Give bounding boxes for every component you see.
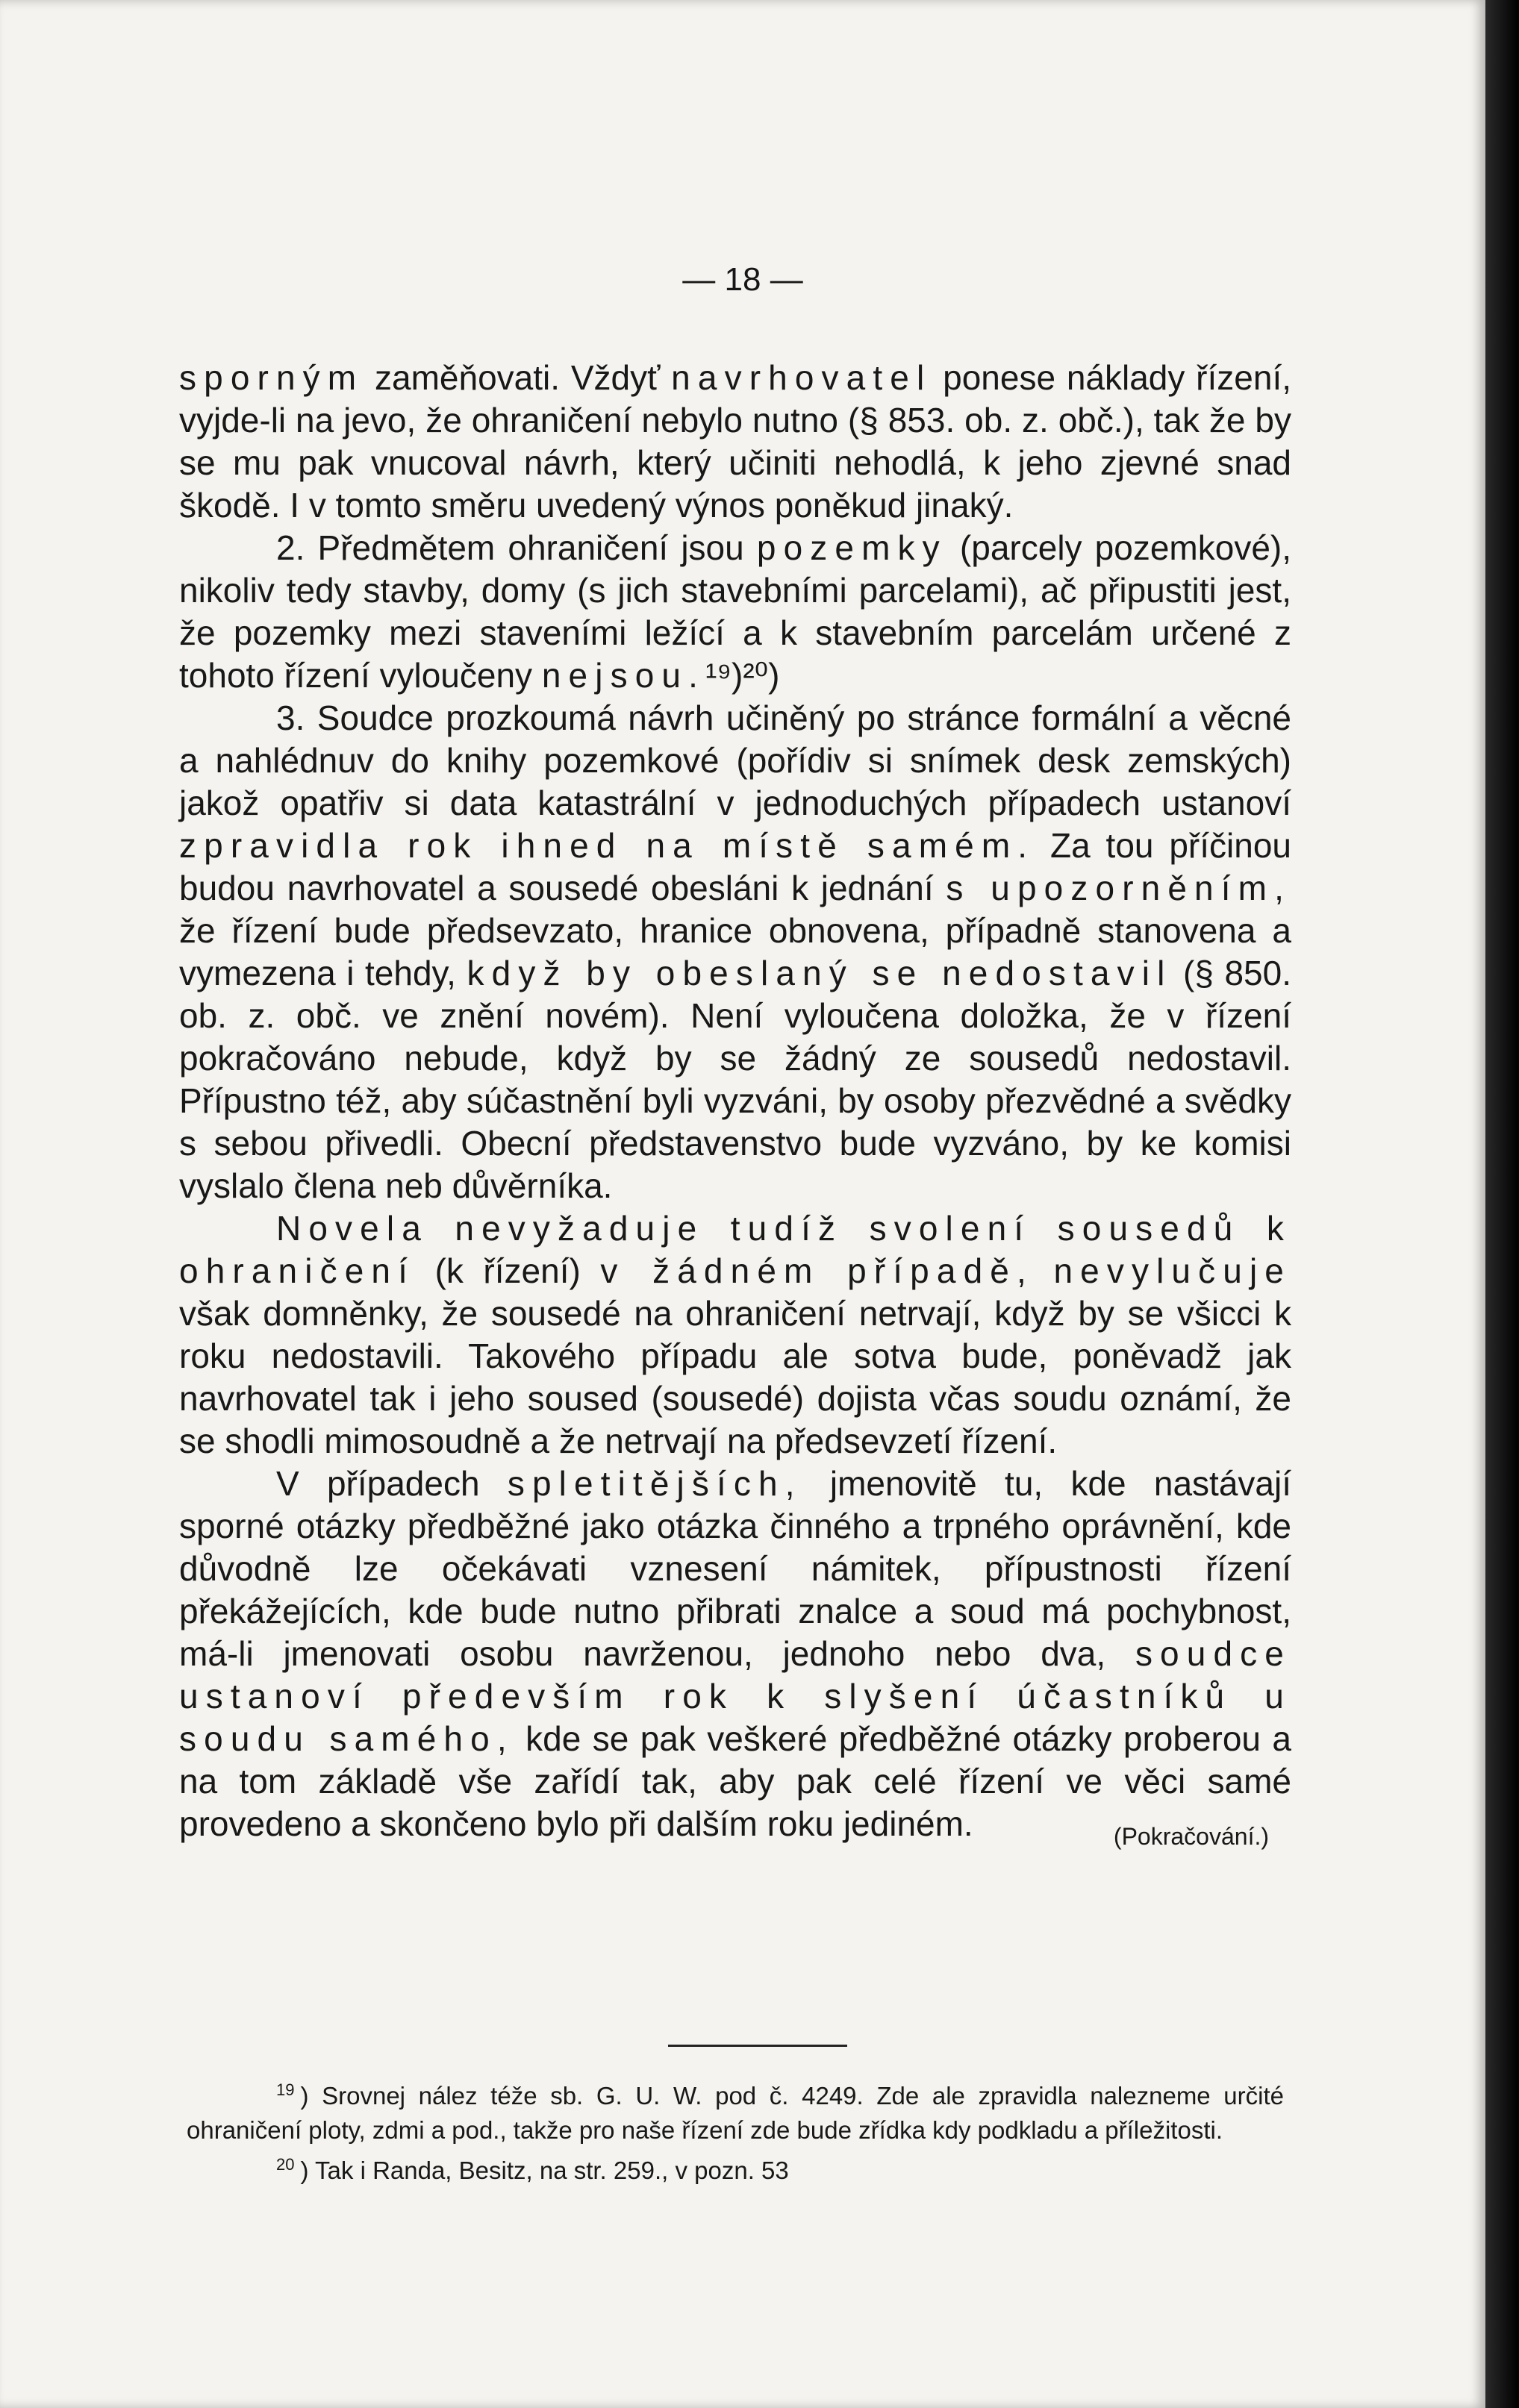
paragraph-3 <box>179 697 1291 1207</box>
footnote-19-text: ) Srovnej nález téže sb. G. U. W. pod č. 4249. Zde ale zpravidla nalezneme určité ohraničení ploty, zdmi a pod., takže pro naše řízení zde bude zřídka kdy podkladu a příležitosti. <box>187 2082 1284 2144</box>
p1-d: ponese náklady řízení, vyjde-li na jevo, že ohraničení nebylo nutno (§ 853. ob. z. obč.), tak že by se mu pak vnucoval návrh, který učiniti nehodlá, k jeho zjevné snad škodě. I v tomto směru uvedený výnos poněkud jinaký. <box>179 358 1292 525</box>
p2-spaced-b: pozemky <box>756 528 947 567</box>
p4-spaced-e: nevylučuje <box>1053 1251 1291 1290</box>
p2-footnote-refs: ¹⁹)²⁰) <box>705 656 780 695</box>
p3-c: Za tou příčinou budou navrhovatel a sousedé obesláni k jednání <box>179 826 1291 907</box>
p1-b: zaměňovati. Vždyť <box>364 358 672 397</box>
continued-note: (Pokračování.) <box>1113 1823 1269 1850</box>
footnote-20 <box>187 2148 1284 2188</box>
p5-a: V případech <box>276 1464 508 1503</box>
footnote-20-text: ) Tak i Randa, Besitz, na str. 259., v pozn. 53 <box>300 2157 789 2184</box>
p3-a: 3. Soudce prozkoumá návrh učiněný po stránce formální a věcné a nahlédnuv do knihy pozemkové (pořídiv si snímek desk zemských) jakož opatřiv si data katastrální v jednoduchých případech ustanoví <box>179 698 1291 822</box>
scan-edge <box>1485 0 1519 2408</box>
p5-e: kde se pak veškeré předběžné otázky proberou a na tom základě vše zařídí tak, aby pak celé řízení ve věci samé provedeno a skončeno bylo při dalším roku jediném. <box>179 1719 1291 1843</box>
p5-spaced-d: soudce ustanoví především rok k slyšení účastníků u soudu samého, <box>179 1634 1291 1758</box>
p4-spaced-c: v žádném případě, <box>600 1251 1034 1290</box>
p4-spaced-a: Novela nevyžaduje tudíž svolení sousedů k ohraničení <box>179 1209 1291 1290</box>
p5-spaced-b: spletitějších, <box>507 1464 802 1503</box>
footnote-divider <box>668 2045 847 2047</box>
p1-spaced-c: navrhovatel <box>671 358 932 397</box>
p3-e: že řízení bude předsevzato, hranice obnovena, případně stanovena a vymezena i tehdy, <box>179 911 1291 992</box>
p1-spaced-a: sporným <box>179 358 364 397</box>
paragraph-5 <box>179 1463 1291 1845</box>
footnote-20-mark: 20 <box>276 2155 295 2174</box>
p3-spaced-d: s upozorněním, <box>946 869 1291 907</box>
p2-a: 2. Předmětem ohraničení jsou <box>276 528 757 567</box>
paragraph-1 <box>179 357 1291 527</box>
p5-c: jmenovitě tu, kde nastávají sporné otázky předběžné jako otázka činného a trpného oprávnění, kde důvodně lze očekávati vznesení námitek, přípustnosti řízení překážejících, kde bude nutno přibrati znalce a soud má pochybnost, má-li jmenovati osobu navrženou, jednoho nebo dva, <box>179 1464 1291 1673</box>
p3-g: (§ 850. ob. z. obč. ve znění novém). Není vyloučena doložka, že v řízení pokračováno nebude, když by se žádný ze sousedů nedostavil. Přípustno též, aby súčastnění byli vyzváni, by osoby přezvědné a svědky s sebou přivedli. Obecní představenstvo bude vyzváno, by ke komisi vyslalo člena neb důvěrníka. <box>179 954 1291 1205</box>
p4-d <box>1034 1251 1054 1290</box>
paragraph-2 <box>179 527 1291 697</box>
p2-c: (parcely pozemkové), nikoliv tedy stavby, domy (s jich stavebními parcelami), ač připustiti jest, že pozemky mezi staveními ležící a k stavebním parcelám určené z tohoto řízení vyloučeny <box>179 528 1292 695</box>
p2-spaced-d: nejsou. <box>541 656 706 695</box>
page-number: — 18 — <box>682 261 803 298</box>
p4-f: však domněnky, že sousedé na ohraničení netrvají, když by se všicci k roku nedostavili. Takového případu ale sotva bude, poněvadž jak navrhovatel tak i jeho soused (sousedé) dojista včas soudu oznámí, že se shodli mimosoudně a že netrvají na předsevzetí řízení. <box>179 1294 1291 1460</box>
p4-b: (k řízení) <box>415 1251 601 1290</box>
p3-spaced-f: když by obeslaný se nedostavil <box>467 954 1173 992</box>
p3-spaced-b: zpravidla rok ihned na místě samém. <box>179 826 1035 865</box>
footnote-19-mark: 19 <box>276 2080 295 2099</box>
footnotes <box>187 2073 1284 2188</box>
paragraph-4 <box>179 1207 1291 1463</box>
footnote-19 <box>187 2073 1284 2148</box>
body-text <box>179 357 1291 1858</box>
